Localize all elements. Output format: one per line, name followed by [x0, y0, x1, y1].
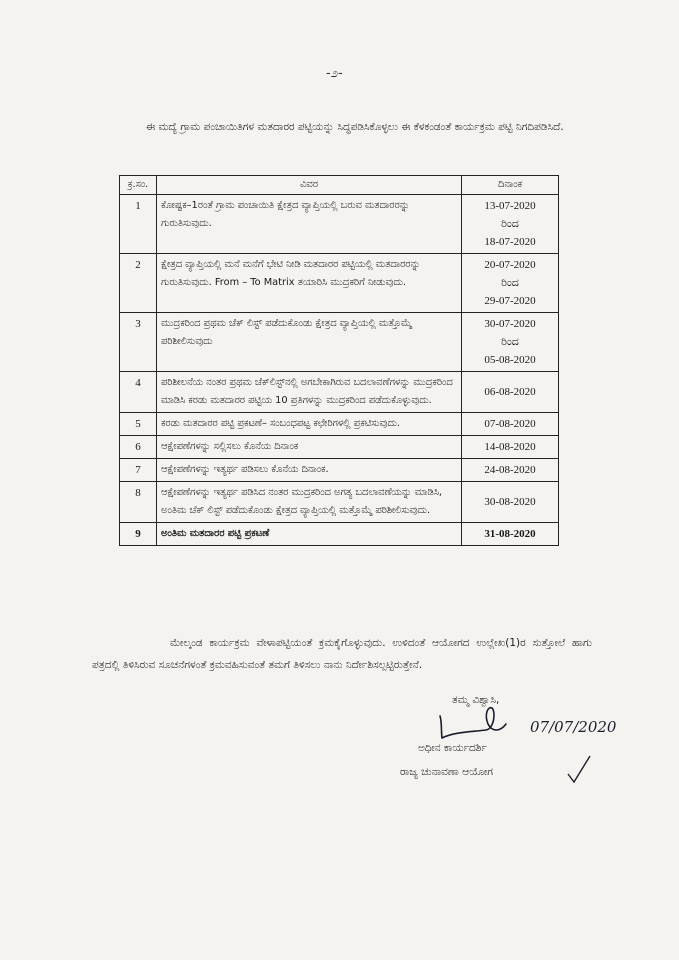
row-date: 07-08-2020 [462, 413, 559, 436]
date-from: 30-07-2020 [484, 318, 536, 330]
row-detail: ಕರಡು ಮತದಾರರ ಪಟ್ಟಿ ಪ್ರಕಟಣೆ– ಸಂಬಂಧಪಟ್ಟ ಕಛೇರಿಗಳಲ್ಲಿ ಪ್ರಕಟಿಸುವುದು. [157, 413, 462, 436]
date-to: 18-07-2020 [484, 236, 536, 248]
row-date: 30-08-2020 [462, 482, 559, 523]
table-row [120, 523, 559, 546]
page-number: -೨- [326, 66, 343, 81]
table-row [120, 313, 559, 372]
schedule-table [119, 175, 559, 546]
row-sl-no: 4 [120, 372, 157, 413]
row-detail: ಆಕ್ಷೇಪಣೆಗಳನ್ನು ಸಲ್ಲಿಸಲು ಕೊನೆಯ ದಿನಾಂಕ [157, 436, 462, 459]
table-row [120, 459, 559, 482]
row-sl-no: 9 [120, 523, 157, 546]
row-detail: ಆಕ್ಷೇಪಣೆಗಳನ್ನು ಇತ್ಯರ್ಥ ಪಡಿಸಲು ಕೊನೆಯ ದಿನಾಂಕ. [157, 459, 462, 482]
row-date: 06-08-2020 [462, 372, 559, 413]
date-connector: ರಿಂದ [501, 336, 519, 348]
signatory-designation: ಅಧೀನ ಕಾರ್ಯದರ್ಶಿ [418, 742, 487, 754]
row-sl-no: 1 [120, 195, 157, 254]
table-row [120, 372, 559, 413]
header-date: ದಿನಾಂಕ [462, 176, 559, 195]
row-date-range [462, 313, 559, 372]
row-sl-no: 6 [120, 436, 157, 459]
row-date: 31-08-2020 [462, 523, 559, 546]
table-row [120, 195, 559, 254]
table-row [120, 254, 559, 313]
row-sl-no: 3 [120, 313, 157, 372]
date-connector: ರಿಂದ [501, 218, 519, 230]
row-detail: ಅಂತಿಮ ಮತದಾರರ ಪಟ್ಟಿ ಪ್ರಕಟಣೆ [157, 523, 462, 546]
date-connector: ರಿಂದ [501, 277, 519, 289]
initial-mark [564, 752, 594, 786]
row-date-range [462, 254, 559, 313]
header-sl-no: ಕ್ರ.ಸಂ. [120, 176, 157, 195]
table-row [120, 436, 559, 459]
table-header-row [120, 176, 559, 195]
row-detail: ಮುದ್ರಕರಿಂದ ಪ್ರಥಮ ಚೆಕ್ ಲಿಸ್ಟ್ ಪಡೆದುಕೊಂಡು ಕ್ಷೇತ್ರದ ವ್ಯಾಪ್ತಿಯಲ್ಲಿ ಮತ್ತೊಮ್ಮೆ ಪರಿಶೀಲಿಸುವುದು [157, 313, 462, 372]
table-row [120, 413, 559, 436]
date-to: 05-08-2020 [484, 354, 536, 366]
row-detail: ಕ್ಷೇತ್ರದ ವ್ಯಾಪ್ತಿಯಲ್ಲಿ ಮನೆ ಮನೆಗೆ ಭೇಟಿ ನೀಡಿ ಮತದಾರರ ಪಟ್ಟಿಯಲ್ಲಿ ಮತದಾರರನ್ನು ಗುರುತಿಸುವುದು. From – To Matrix ತಯಾರಿಸಿ ಮುದ್ರಕರಿಗೆ ನೀಡುವುದು. [157, 254, 462, 313]
row-detail: ಕೋಷ್ಟಕ–1ರಂತೆ ಗ್ರಾಮ ಪಂಚಾಯಿತಿ ಕ್ಷೇತ್ರದ ವ್ಯಾಪ್ತಿಯಲ್ಲಿ ಬರುವ ಮತದಾರರನ್ನು ಗುರುತಿಸುವುದು. [157, 195, 462, 254]
row-date: 14-08-2020 [462, 436, 559, 459]
row-date-range [462, 195, 559, 254]
row-detail: ಪರಿಶೀಲನೆಯ ನಂತರ ಪ್ರಥಮ ಚೆಕ್‌ಲಿಸ್ಟ್‌ನಲ್ಲಿ ಅಗಬೇಕಾಗಿರುವ ಬದಲಾವಣೆಗಳನ್ನು ಮುದ್ರಕರಿಂದ ಮಾಡಿಸಿ ಕರಡು ಮತದಾರರ ಪಟ್ಟಿಯ 10 ಪ್ರತಿಗಳನ್ನು ಮುದ್ರಕರಿಂದ ಪಡೆದುಕೊಳ್ಳುವುದು. [157, 372, 462, 413]
signature-date: 07/07/2020 [530, 718, 617, 736]
yours-faithfully: ತಮ್ಮ ವಿಶ್ವಾಸಿ, [452, 694, 500, 706]
date-to: 29-07-2020 [484, 295, 536, 307]
closing-paragraph: ಮೇಲ್ಕಂಡ ಕಾರ್ಯಕ್ರಮ ವೇಳಾಪಟ್ಟಿಯಂತೆ ಕ್ರಮಕೈಗೊಳ್ಳುವುದು. ಉಳಿದಂತೆ ಆಯೋಗದ ಉಲ್ಲೇಖ(1)ರ ಸುತ್ತೋಲೆ ಹಾಗು ಪತ್ರದಲ್ಲಿ ತಿಳಿಸಿರುವ ಸೂಚನೆಗಳಂತೆ ಕ್ರಮವಹಿಸುವಂತೆ ತಮಗೆ ತಿಳಿಸಲು ನಾನು ನಿರ್ದೇಶಿಸಲ್ಪಟ್ಟಿರುತ್ತೇನೆ. [92, 637, 592, 671]
header-detail: ವಿವರ [157, 176, 462, 195]
row-detail: ಆಕ್ಷೇಪಣೆಗಳನ್ನು ಇತ್ಯರ್ಥ ಪಡಿಸಿದ ನಂತರ ಮುದ್ರಕರಿಂದ ಅಗತ್ಯ ಬದಲಾವಣೆಯನ್ನು ಮಾಡಿಸಿ, ಅಂತಿಮ ಚೆಕ್ ಲಿಸ್ಟ್ ಪಡೆದುಕೊಂಡು ಕ್ಷೇತ್ರದ ವ್ಯಾಪ್ತಿಯಲ್ಲಿ ಮತ್ತೊಮ್ಮೆ ಪರಿಶೀಲಿಸುವುದು. [157, 482, 462, 523]
table-row [120, 482, 559, 523]
date-from: 13-07-2020 [484, 200, 536, 212]
date-from: 20-07-2020 [484, 259, 536, 271]
row-sl-no: 2 [120, 254, 157, 313]
row-sl-no: 5 [120, 413, 157, 436]
row-date: 24-08-2020 [462, 459, 559, 482]
row-sl-no: 7 [120, 459, 157, 482]
intro-paragraph: ಈ ಮದ್ಯೆ ಗ್ರಾಮ ಪಂಚಾಯಿತಿಗಳ ಮತದಾರರ ಪಟ್ಟಿಯನ್ನು ಸಿದ್ಧಪಡಿಸಿಕೊಳ್ಳಲು ಈ ಕೆಳಕಂಡಂತೆ ಕಾರ್ಯಕ್ರಮ ಪಟ್ಟಿ ನಿಗದಿಪಡಿಸಿದೆ. [146, 121, 564, 133]
signatory-office: ರಾಜ್ಯ ಚುನಾವಣಾ ಆಯೋಗ [400, 766, 493, 778]
row-sl-no: 8 [120, 482, 157, 523]
